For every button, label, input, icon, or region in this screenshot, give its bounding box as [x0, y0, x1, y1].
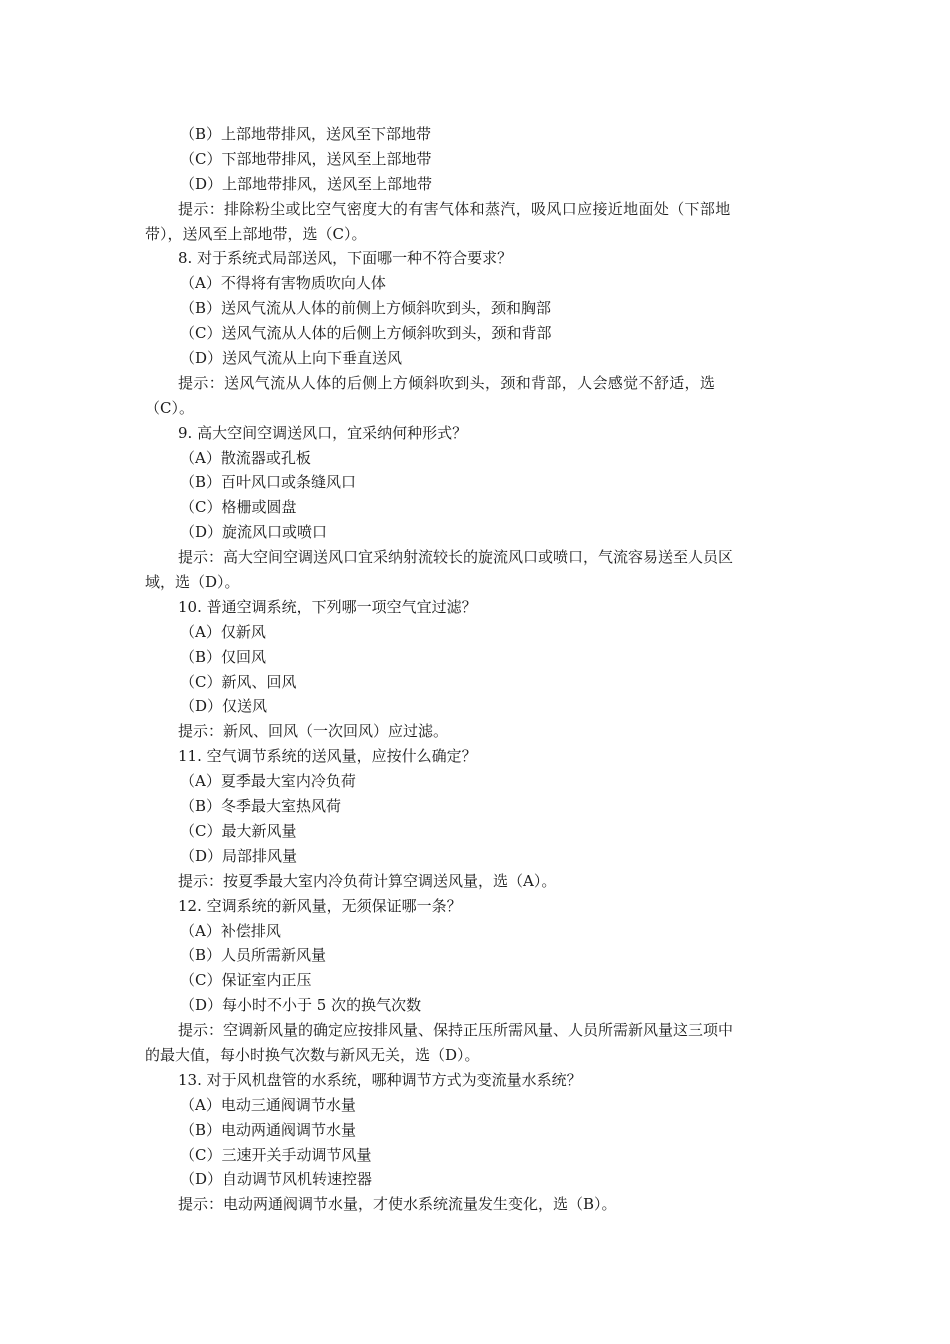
- hint-line: 提示：高大空间空调送风口宜采纳射流较长的旋流风口或喷口，气流容易送至人员区: [178, 548, 734, 567]
- option-d: （D）仅送风: [180, 697, 268, 716]
- option-c: （C）送风气流从人体的后侧上方倾斜吹到头，颈和背部: [180, 324, 552, 343]
- option-c: （C）下部地带排风，送风至上部地带: [180, 149, 432, 168]
- option-b: （B）百叶风口或条缝风口: [180, 473, 357, 492]
- question-12: 12. 空调系统的新风量，无须保证哪一条？: [178, 896, 462, 915]
- option-b: （B）电动两通阀调节水量: [180, 1120, 357, 1139]
- option-d: （D）上部地带排风，送风至上部地带: [180, 174, 433, 193]
- option-b: （B）人员所需新风量: [180, 946, 327, 965]
- hint-continuation: 的最大值，每小时换气次数与新风无关，选（D）。: [145, 1045, 480, 1064]
- document-page: [0, 122, 950, 1217]
- option-a: （A）散流器或孔板: [180, 448, 311, 467]
- hint-line: 提示：新风、回风（一次回风）应过滤。: [178, 722, 449, 741]
- option-a: （A）不得将有害物质吹向人体: [180, 274, 386, 293]
- question-10: 10. 普通空调系统，下列哪一项空气宜过滤？: [178, 597, 477, 616]
- option-c: （C）三速开关手动调节风量: [180, 1145, 372, 1164]
- option-d: （D）局部排风量: [180, 846, 298, 865]
- option-b: （B）上部地带排风，送风至下部地带: [180, 125, 432, 143]
- option-b: （B）送风气流从人体的前侧上方倾斜吹到头，颈和胸部: [180, 299, 552, 318]
- question-9: 9. 高大空间空调送风口，宜采纳何种形式？: [178, 423, 468, 442]
- hint-line: 提示：送风气流从人体的后侧上方倾斜吹到头，颈和背部，人会感觉不舒适，选: [178, 373, 716, 392]
- hint-line: 提示：按夏季最大室内冷负荷计算空调送风量，选（A）。: [178, 871, 557, 890]
- question-13: 13. 对于风机盘管的水系统，哪种调节方式为变流量水系统？: [178, 1070, 582, 1089]
- hint-line: 提示：空调新风量的确定应按排风量、保持正压所需风量、人员所需新风量这三项中: [178, 1021, 734, 1040]
- option-b: （B）仅回风: [180, 647, 267, 666]
- option-b: （B）冬季最大室热风荷: [180, 797, 342, 816]
- option-d: （D）每小时不小于 5 次的换气次数: [180, 996, 422, 1015]
- option-c: （C）保证室内正压: [180, 971, 312, 990]
- option-c: （C）格栅或圆盘: [180, 498, 297, 517]
- option-c: （C）最大新风量: [180, 821, 297, 840]
- question-8: 8. 对于系统式局部送风，下面哪一种不符合要求？: [178, 249, 513, 268]
- option-c: （C）新风、回风: [180, 672, 297, 691]
- hint-continuation: 带），送风至上部地带，选（C）。: [145, 224, 367, 243]
- hint-continuation: （C）。: [145, 398, 194, 417]
- option-a: （A）补偿排风: [180, 921, 281, 940]
- hint-continuation: 域，选（D）。: [145, 573, 240, 592]
- option-a: （A）仅新风: [180, 622, 266, 641]
- question-11: 11. 空气调节系统的送风量，应按什么确定？: [178, 747, 477, 766]
- hint-line: 提示：电动两通阀调节水量，才使水系统流量发生变化，选（B）。: [178, 1195, 617, 1214]
- option-a: （A）夏季最大室内冷负荷: [180, 772, 356, 791]
- option-d: （D）送风气流从上向下垂直送风: [180, 349, 403, 368]
- option-d: （D）自动调节风机转速控器: [180, 1170, 373, 1189]
- option-d: （D）旋流风口或喷口: [180, 523, 328, 542]
- option-a: （A）电动三通阀调节水量: [180, 1095, 356, 1114]
- hint-line: 提示：排除粉尘或比空气密度大的有害气体和蒸汽，吸风口应接近地面处（下部地: [178, 199, 731, 218]
